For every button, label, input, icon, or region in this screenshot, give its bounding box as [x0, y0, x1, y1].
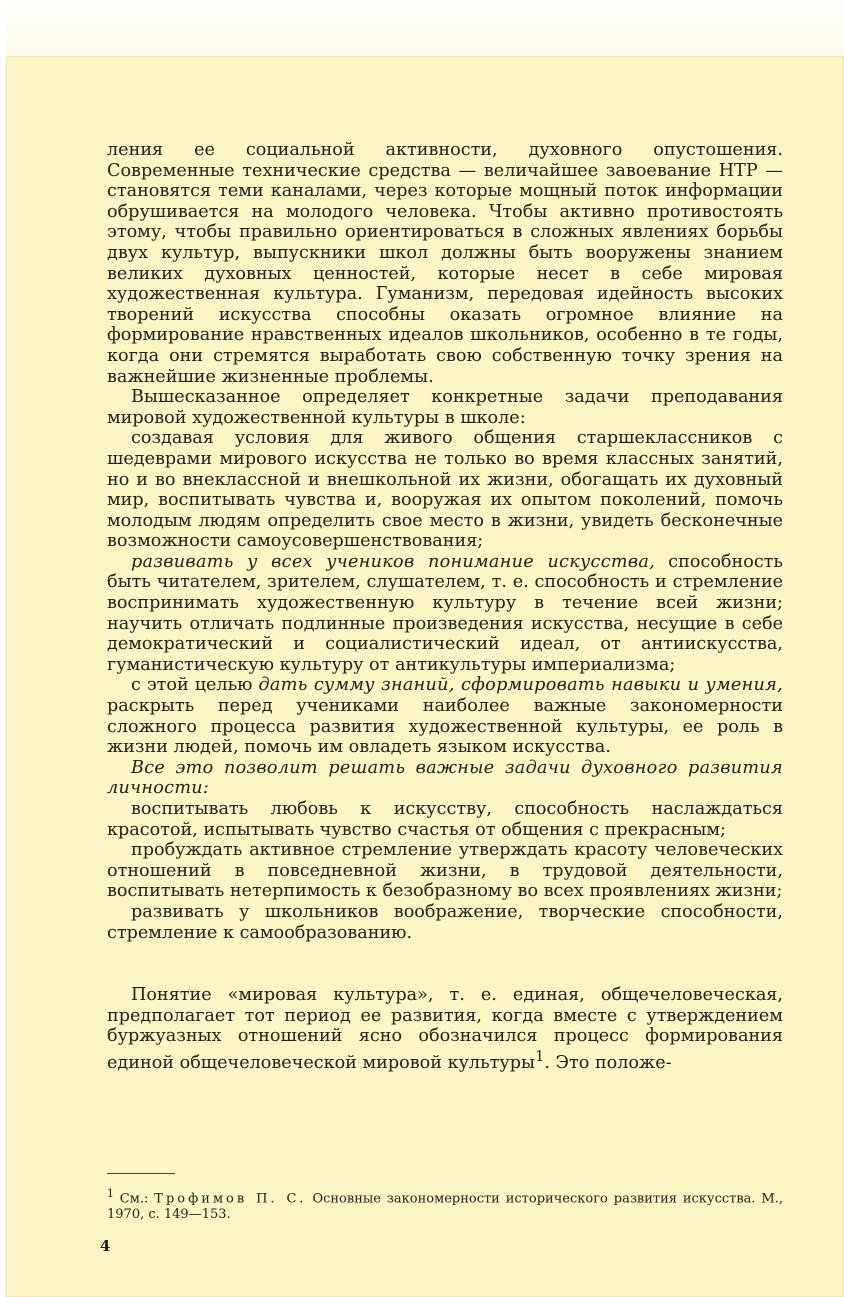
italic-phrase: дать сумму знаний, сформировать навыки и умения, — [258, 675, 783, 696]
page-number: 4 — [100, 1237, 111, 1255]
footnote-reference: 1 — [535, 1047, 545, 1065]
paragraph-text: Понятие «мировая культура», т. е. единая, общечеловеческая, предполагает тот период ее развития, когда вместе с утверждением буржуазных отношений ясно обозначился процесс формирования единой общечеловеческой мировой культуры — [107, 985, 783, 1073]
paragraph-text: раскрыть перед учениками наиболее важные закономерности сложного процесса развития художественной культуры, ее роль в жизни людей, помочь им овладеть языком искусства. — [107, 696, 783, 758]
paragraph: пробуждать активное стремление утверждать красоту человеческих отношений в повседневной жизни, в трудовой деятельности, воспитывать нетерпимость к безобразному во всех проявлениях жизни; — [107, 840, 783, 902]
footnote-text: Основные закономерности исторического развития искусства. М., 1970, с. 149—153. — [107, 1191, 783, 1223]
italic-phrase: развивать у всех учеников понимание искусства, — [131, 551, 656, 572]
section-gap — [107, 943, 783, 985]
paragraph — [107, 758, 783, 799]
paragraph-text: способность быть читателем, зрителем, слушателем, т. е. способность и стремление воспринимать художественную культуру в течение всей жизни; научить отличать подлинные произведения искусства, несущие в себе демократический и социалистический идеал, от антиискусства, гуманистическую культуру от антикультуры империализма; — [107, 551, 783, 675]
paragraph — [107, 552, 783, 676]
paragraph: ления ее социальной активности, духовного опустошения. Современные технические средства — величайшее завоевание НТР — становятся теми каналами, через которые мощный поток информации обрушивается на молодого человека. Чтобы активно противостоять этому, чтобы правильно ориентироваться в сложных явлениях борьбы двух культур, выпускники школ должны быть вооружены знанием великих духовных ценностей, которые несет в себе мировая художественная культура. Гуманизм, передовая идейность высоких творений искусства способны оказать огромное влияние на формирование нравственных идеалов школьников, особенно в те годы, когда они стремятся выработать свою собственную точку зрения на важнейшие жизненные проблемы. — [107, 140, 783, 387]
footnote-see: См.: — [119, 1191, 155, 1207]
footnote-mark: 1 — [107, 1187, 114, 1200]
footnote-divider — [107, 1173, 175, 1174]
paragraph — [107, 675, 783, 757]
paragraph: развивать у школьников воображение, творческие способности, стремление к самообразованию. — [107, 901, 783, 943]
paragraph: создавая условия для живого общения старшеклассников с шедеврами мирового искусства не только во время классных занятий, но и во внеклассной и внешкольной их жизни, обогащать их духовный мир, воспитывать чувства и, вооружая их опытом поколений, помочь молодым людям определить свое место в жизни, увидеть бесконечные возможности самоусовершенствования; — [107, 428, 783, 552]
paragraph: воспитывать любовь к искусству, способность наслаждаться красотой, испытывать чувство счастья от общения с прекрасным; — [107, 799, 783, 840]
italic-phrase: Все это позволит решать важные задачи духовного развития личности: — [107, 757, 783, 799]
paragraph-text: . Это положе- — [544, 1052, 672, 1073]
paragraph — [107, 985, 783, 1073]
footnote-author: Трофимов П. С. — [154, 1191, 307, 1207]
paragraph-text: с этой целью — [131, 675, 259, 696]
paragraph: Вышесказанное определяет конкретные задачи преподавания мировой художественной культуры в школе: — [107, 387, 783, 428]
footnote — [107, 1186, 783, 1223]
main-text — [107, 140, 783, 1073]
scan-margin — [6, 0, 844, 56]
